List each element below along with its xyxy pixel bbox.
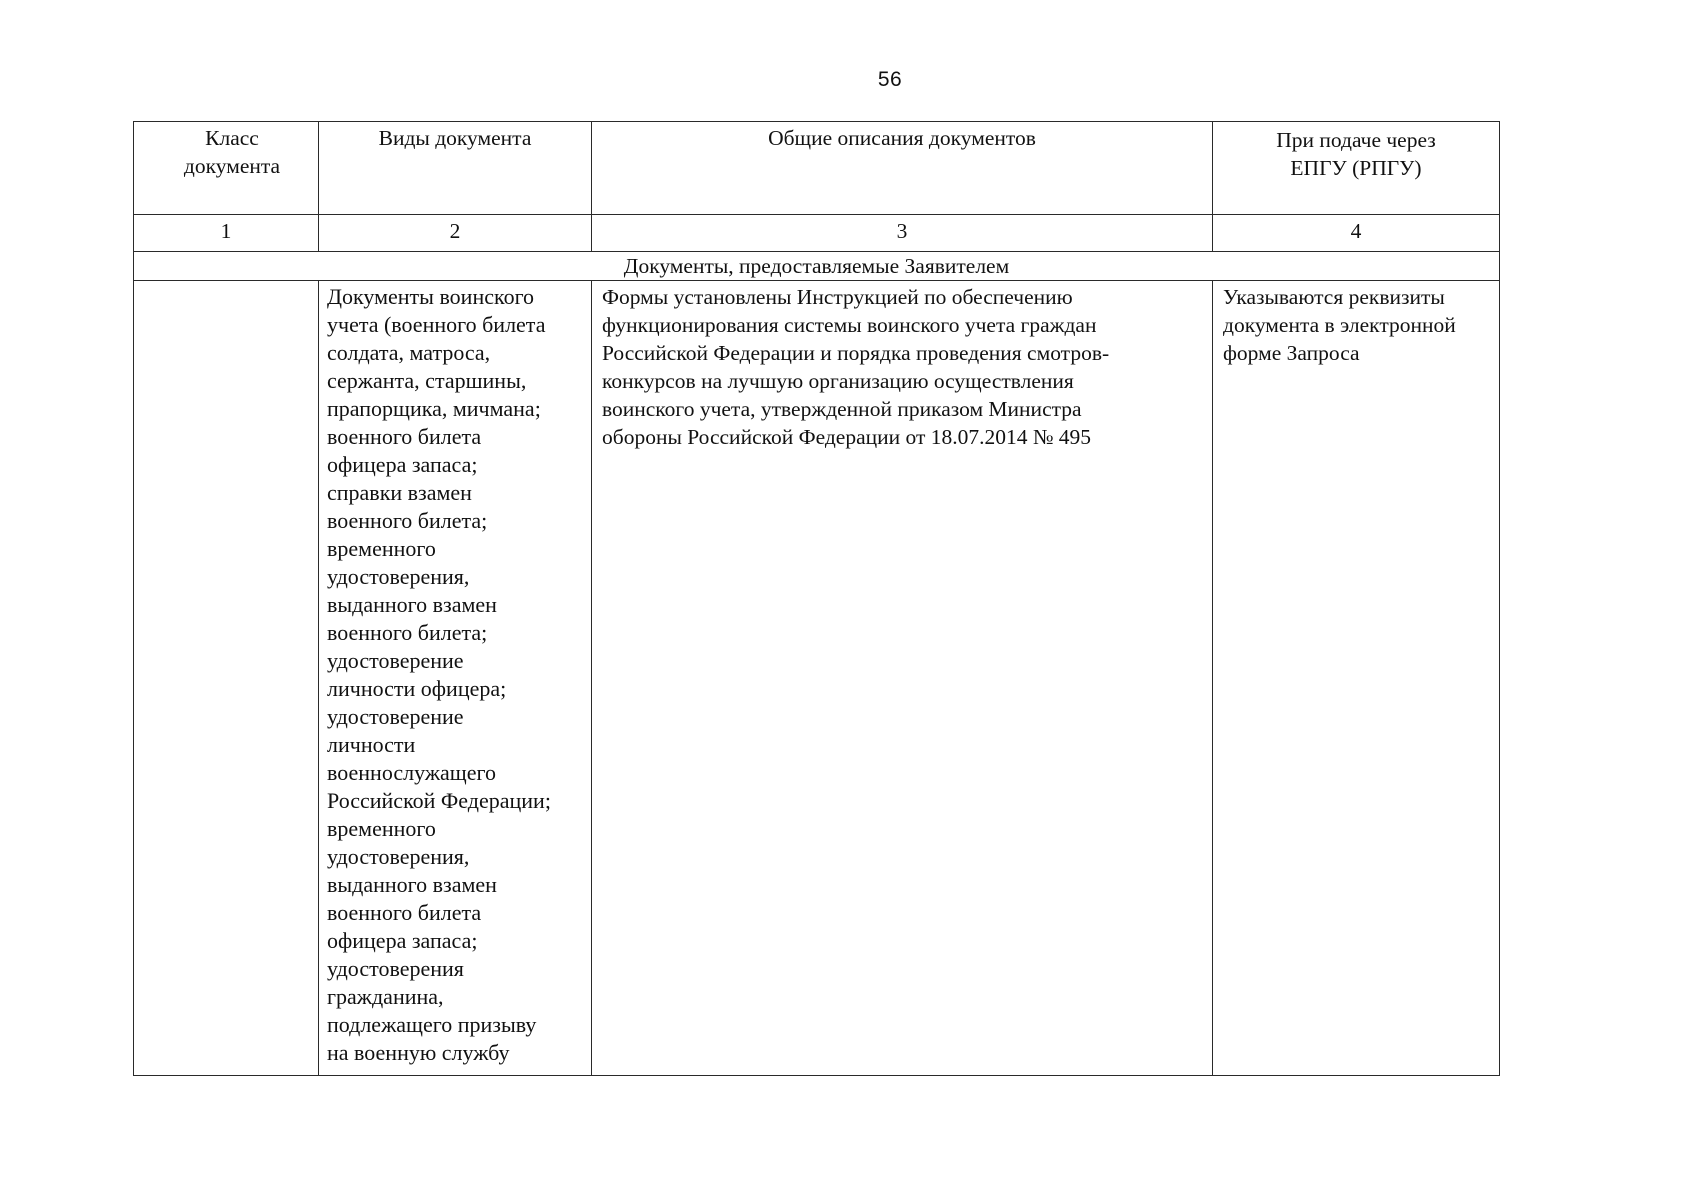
cell-text-line: военного билета; xyxy=(327,620,488,645)
cell-text-line: личности офицера; xyxy=(327,676,507,701)
cell-text-line: удостоверение xyxy=(327,648,464,673)
cell-text-line: на военную службу xyxy=(327,1040,510,1065)
table-row xyxy=(134,281,1500,1076)
page-number: 56 xyxy=(877,68,903,91)
column-number: 1 xyxy=(134,215,319,252)
cell-text-line: Документы воинского xyxy=(327,284,535,309)
cell-text-line: военнослужащего xyxy=(327,760,496,785)
cell-text-line: функционирования системы воинского учета граждан xyxy=(602,313,1097,337)
cell-text-line: гражданина, xyxy=(327,984,444,1009)
cell-text-line: военного билета xyxy=(327,424,482,449)
header-general-descriptions xyxy=(592,122,1213,215)
header-line: ЕПГУ (РПГУ) xyxy=(1290,156,1422,180)
cell-text-line: временного xyxy=(327,536,436,561)
header-line: Класс xyxy=(205,126,259,150)
cell-text-line: учета (военного билета xyxy=(327,312,546,337)
column-number: 3 xyxy=(592,215,1213,252)
cell-text-line: Российской Федерации; xyxy=(327,788,551,813)
cell-text-line: выданного взамен xyxy=(327,592,497,617)
column-number: 4 xyxy=(1213,215,1500,252)
header-line: документа xyxy=(183,154,281,178)
cell-epgu-note xyxy=(1213,281,1500,1076)
cell-text-line: Формы установлены Инструкцией по обеспечению xyxy=(602,285,1073,309)
column-number: 2 xyxy=(319,215,592,252)
cell-text-line: офицера запаса; xyxy=(327,928,478,953)
cell-text-line: обороны Российской Федерации от 18.07.2014 № 495 xyxy=(602,425,1092,449)
cell-text-line: удостоверения xyxy=(327,956,464,981)
cell-document-class xyxy=(134,281,319,1076)
cell-text-line: военного билета; xyxy=(327,508,488,533)
cell-text-line: удостоверения, xyxy=(327,844,470,869)
header-document-kinds xyxy=(319,122,592,215)
cell-text-line: солдата, матроса, xyxy=(327,340,491,365)
table-header-row xyxy=(134,122,1500,215)
cell-text-line: Российской Федерации и порядка проведения смотров- xyxy=(602,341,1110,365)
header-line: Общие описания документов xyxy=(768,126,1036,150)
cell-text-line: воинского учета, утвержденной приказом Министра xyxy=(602,397,1082,421)
header-line: Виды документа xyxy=(378,126,532,150)
cell-document-kinds xyxy=(319,281,592,1076)
cell-text-line: подлежащего призыву xyxy=(327,1012,537,1037)
cell-text-line: выданного взамен xyxy=(327,872,497,897)
header-epgu-submission xyxy=(1213,122,1500,215)
cell-text-line: Указываются реквизиты xyxy=(1223,285,1445,309)
cell-text-line: офицера запаса; xyxy=(327,452,478,477)
cell-text-line: форме Запроса xyxy=(1223,341,1360,365)
cell-description xyxy=(592,281,1213,1076)
cell-text-line: сержанта, старшины, xyxy=(327,368,527,393)
cell-text-line: прапорщика, мичмана; xyxy=(327,396,541,421)
column-number-row xyxy=(134,215,1500,252)
cell-text-line: удостоверение xyxy=(327,704,464,729)
cell-text-line: военного билета xyxy=(327,900,482,925)
cell-text-line: временного xyxy=(327,816,436,841)
header-line: При подаче через xyxy=(1276,128,1436,152)
header-document-class xyxy=(134,122,319,215)
cell-text-line: конкурсов на лучшую организацию осуществления xyxy=(602,369,1074,393)
section-title: Документы, предоставляемые Заявителем xyxy=(134,252,1500,281)
section-row xyxy=(134,252,1500,281)
cell-text-line: документа в электронной xyxy=(1223,313,1456,337)
document-types-table xyxy=(133,121,1500,1076)
cell-text-line: личности xyxy=(327,732,416,757)
cell-text-line: удостоверения, xyxy=(327,564,470,589)
cell-text-line: справки взамен xyxy=(327,480,472,505)
